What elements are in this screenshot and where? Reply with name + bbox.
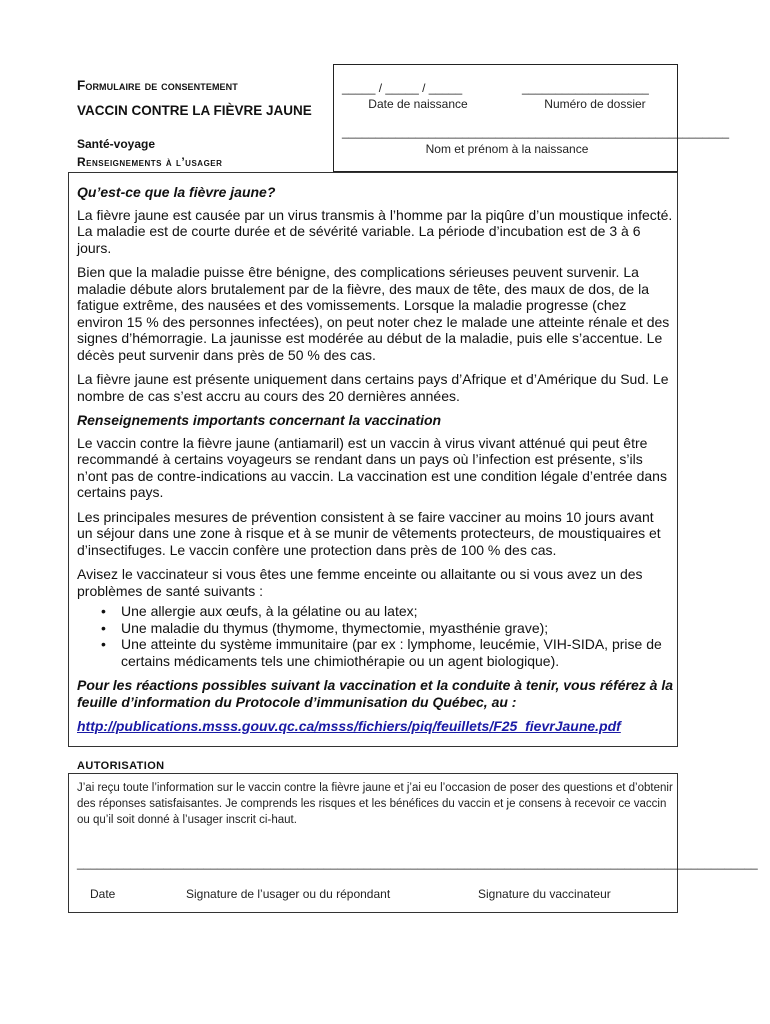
paragraph-distribution: La fièvre jaune est présente uniquement dans certains pays d’Afrique et d’Amérique du Sud. Le nombre de cas s’est accru au cours des 20 dernières années.: [77, 371, 669, 404]
vaccinator-signature-label: Signature du vaccinateur: [478, 887, 611, 901]
protocol-link-line: [77, 718, 673, 735]
title-line-1: Formulaire de consentement: [77, 78, 238, 93]
health-problems-list: [77, 603, 673, 669]
form-title-line-2: VACCIN CONTRE LA FIÈVRE JAUNE: [77, 103, 312, 118]
file-number-label: Numéro de dossier: [544, 97, 646, 111]
form-subtitle-2: Renseignements à l’usager: [77, 155, 223, 169]
paragraph-cause: La fièvre jaune est causée par un virus transmis à l’homme par la piqûre d’un moustique infecté. La maladie est de courte durée et de sévérité variable. La période d’incubation est de 3 à 6 jours.: [77, 206, 673, 256]
bullet-icon: •: [101, 636, 106, 652]
list-item-text: Une maladie du thymus (thymome, thymectomie, myasthénie grave);: [121, 619, 549, 636]
list-item: [101, 636, 673, 669]
signature-line[interactable]: ______________________________________________________________________________________________________: [77, 856, 758, 870]
full-name-label: Nom et prénom à la naissance: [425, 142, 589, 156]
full-name-field[interactable]: __________________________________________________________: [342, 125, 730, 139]
form-title: [77, 78, 333, 93]
authorization-text: J’ai reçu toute l’information sur le vaccin contre la fièvre jaune et j’ai eu l’occasion de poser des questions et d’obtenir des réponses satisfaisantes. Je comprends les risques et les bénéfices du vaccin et je consens à recevoir ce vaccin ou qu’il soit donné à l’usager inscrit ci-haut.: [77, 782, 673, 826]
list-item-text: Une allergie aux œufs, à la gélatine ou au latex;: [121, 603, 418, 619]
list-item: [101, 619, 673, 637]
list-item-text: Une atteinte du système immunitaire (par ex : lymphome, leucémie, VIH-SIDA, prise de certains médicaments tels une chimiothérapie ou un agent biologique).: [121, 636, 662, 669]
protocol-link[interactable]: http://publications.msss.gouv.qc.ca/msss/fichiers/piq/feuillets/F25_fievrJaune.pdf: [77, 718, 621, 734]
authorization-heading: AUTORISATION: [77, 760, 165, 772]
paragraph-vaccine: Le vaccin contre la fièvre jaune (antiamaril) est un vaccin à virus vivant atténué qui peut être recommandé à certains voyageurs se rendant dans un pays où l’infection est présente, s’ils n’ont pas de contre-indications au vaccin. La vaccination est une condition légale d’entrée dans certains pays.: [77, 434, 667, 500]
list-item: [101, 603, 673, 620]
patient-fields-box: [333, 64, 730, 172]
paragraph-advise: Avisez le vaccinateur si vous êtes une femme enceinte ou allaitante ou si vous avez un des problèmes de santé suivants :: [77, 566, 643, 599]
birthdate-label: Date de naissance: [368, 97, 468, 111]
vaccination-heading: Renseignements importants concernant la vaccination: [77, 412, 442, 428]
bullet-icon: •: [101, 603, 106, 619]
birthdate-field[interactable]: _____ / _____ / _____: [342, 81, 463, 95]
bullet-icon: •: [101, 619, 106, 636]
info-content: [77, 184, 673, 735]
date-signature-label: Date: [90, 887, 116, 901]
form-header: [77, 78, 333, 169]
user-signature-label: Signature de l’usager ou du répondant: [186, 887, 391, 901]
file-number-field[interactable]: ___________________: [522, 81, 649, 95]
reactions-note: Pour les réactions possibles suivant la vaccination et la conduite à tenir, vous référez à la feuille d’information du Protocole d’immunisation du Québec, au :: [77, 677, 673, 710]
question-heading: Qu’est-ce que la fièvre jaune?: [77, 184, 276, 200]
form-subtitle: Santé-voyage: [77, 137, 156, 151]
paragraph-symptoms: Bien que la maladie puisse être bénigne, des complications sérieuses peuvent survenir. La maladie débute alors brutalement par de la fièvre, des maux de tête, des maux de dos, de la fatigue extrême, des nausées et des vomissements. Lorsque la maladie progresse (chez environ 15 % des personnes infectées), on peut noter chez le malade une atteinte rénale et des signes d’hémorragie. La jaunisse est modérée au début de la maladie, puis elle s’accentue. Le décès peut survenir dans près de 50 % des cas.: [77, 264, 670, 363]
paragraph-prevention: Les principales mesures de prévention consistent à se faire vacciner au moins 10 jours avant un séjour dans une zone à risque et à se munir de vêtements protecteurs, de moustiquaires et d’insectifuges. Le vaccin confère une protection dans près de 100 % des cas.: [77, 508, 661, 558]
